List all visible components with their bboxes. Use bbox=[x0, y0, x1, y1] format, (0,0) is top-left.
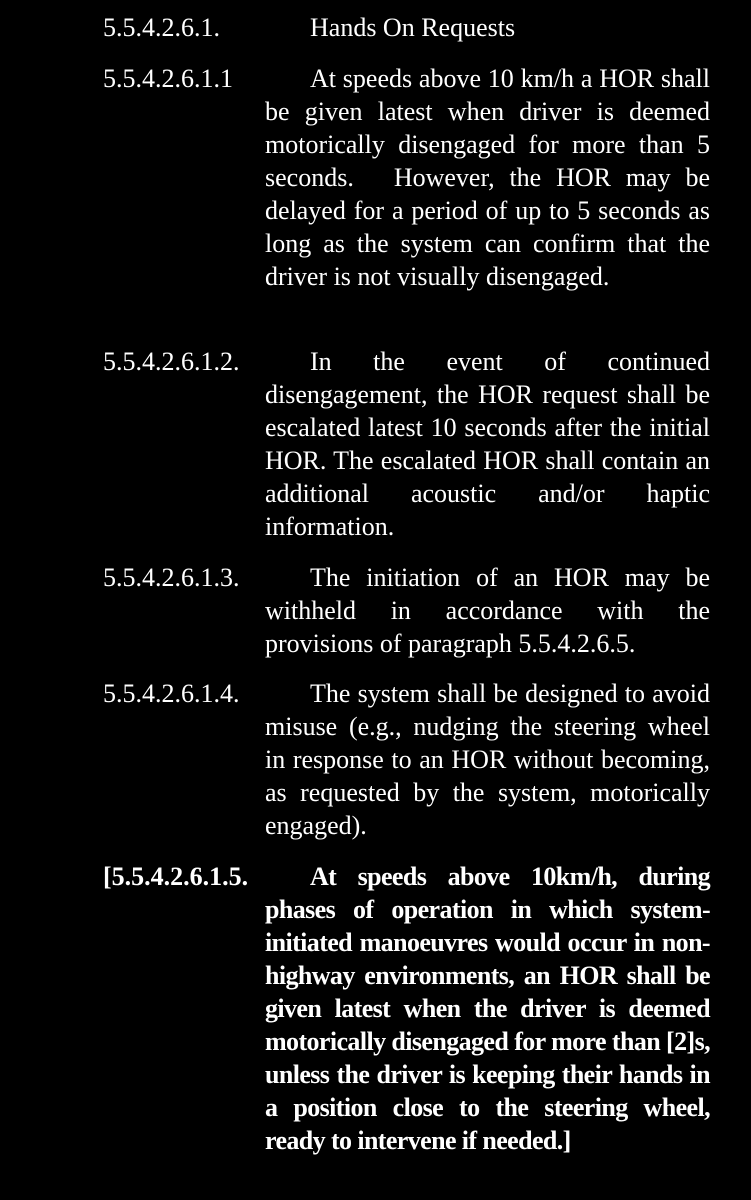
paragraph-5-5-4-2-6-1-2 bbox=[103, 345, 710, 543]
paragraph-number: 5.5.4.2.6.1.3. bbox=[103, 563, 240, 592]
paragraph-5-5-4-2-6-1-1 bbox=[103, 62, 710, 293]
paragraph-text: At speeds above 10km/h, during phases of operation in which system-initiated manoeuvres would occur in non-highway environments, an HOR shall be given latest when the driver is deemed motorically disengaged for more than [2]s, unless the driver is keeping their hands in a position close to the steering wheel, ready to intervene if needed.] bbox=[265, 862, 710, 1155]
paragraph-5-5-4-2-6-1-3 bbox=[103, 561, 710, 660]
paragraph-number: 5.5.4.2.6.1.4. bbox=[103, 679, 240, 708]
section-number: 5.5.4.2.6.1. bbox=[103, 13, 220, 42]
paragraph-number: 5.5.4.2.6.1.1 bbox=[103, 64, 233, 93]
paragraph-number: [5.5.4.2.6.1.5. bbox=[103, 862, 249, 891]
paragraph-5-5-4-2-6-1-4 bbox=[103, 677, 710, 842]
paragraph-5-5-4-2-6-1-5 bbox=[103, 860, 710, 1157]
paragraph-text: The initiation of an HOR may be withheld in accordance with the provisions of paragraph 5.5.4.2.6.5. bbox=[265, 563, 710, 658]
paragraph-text-continued: However, the HOR may be delayed for a period of up to 5 seconds as long as the system can confirm that the driver is not visually disengaged. bbox=[265, 163, 710, 291]
section-heading bbox=[103, 11, 723, 44]
paragraph-number: 5.5.4.2.6.1.2. bbox=[103, 347, 240, 376]
section-title: Hands On Requests bbox=[310, 13, 516, 42]
paragraph-text: The system shall be designed to avoid misuse (e.g., nudging the steering wheel in response to an HOR without becoming, as requested by the system, motorically engaged). bbox=[265, 679, 710, 840]
paragraph-text: In the event of continued disengagement, the HOR request shall be escalated latest 10 seconds after the initial HOR. The escalated HOR shall contain an additional acoustic and/or haptic information. bbox=[265, 347, 710, 541]
paragraph-text: At speeds above 10 km/h a HOR shall be given latest when driver is deemed motorically disengaged for more than 5 seconds. bbox=[265, 64, 710, 192]
